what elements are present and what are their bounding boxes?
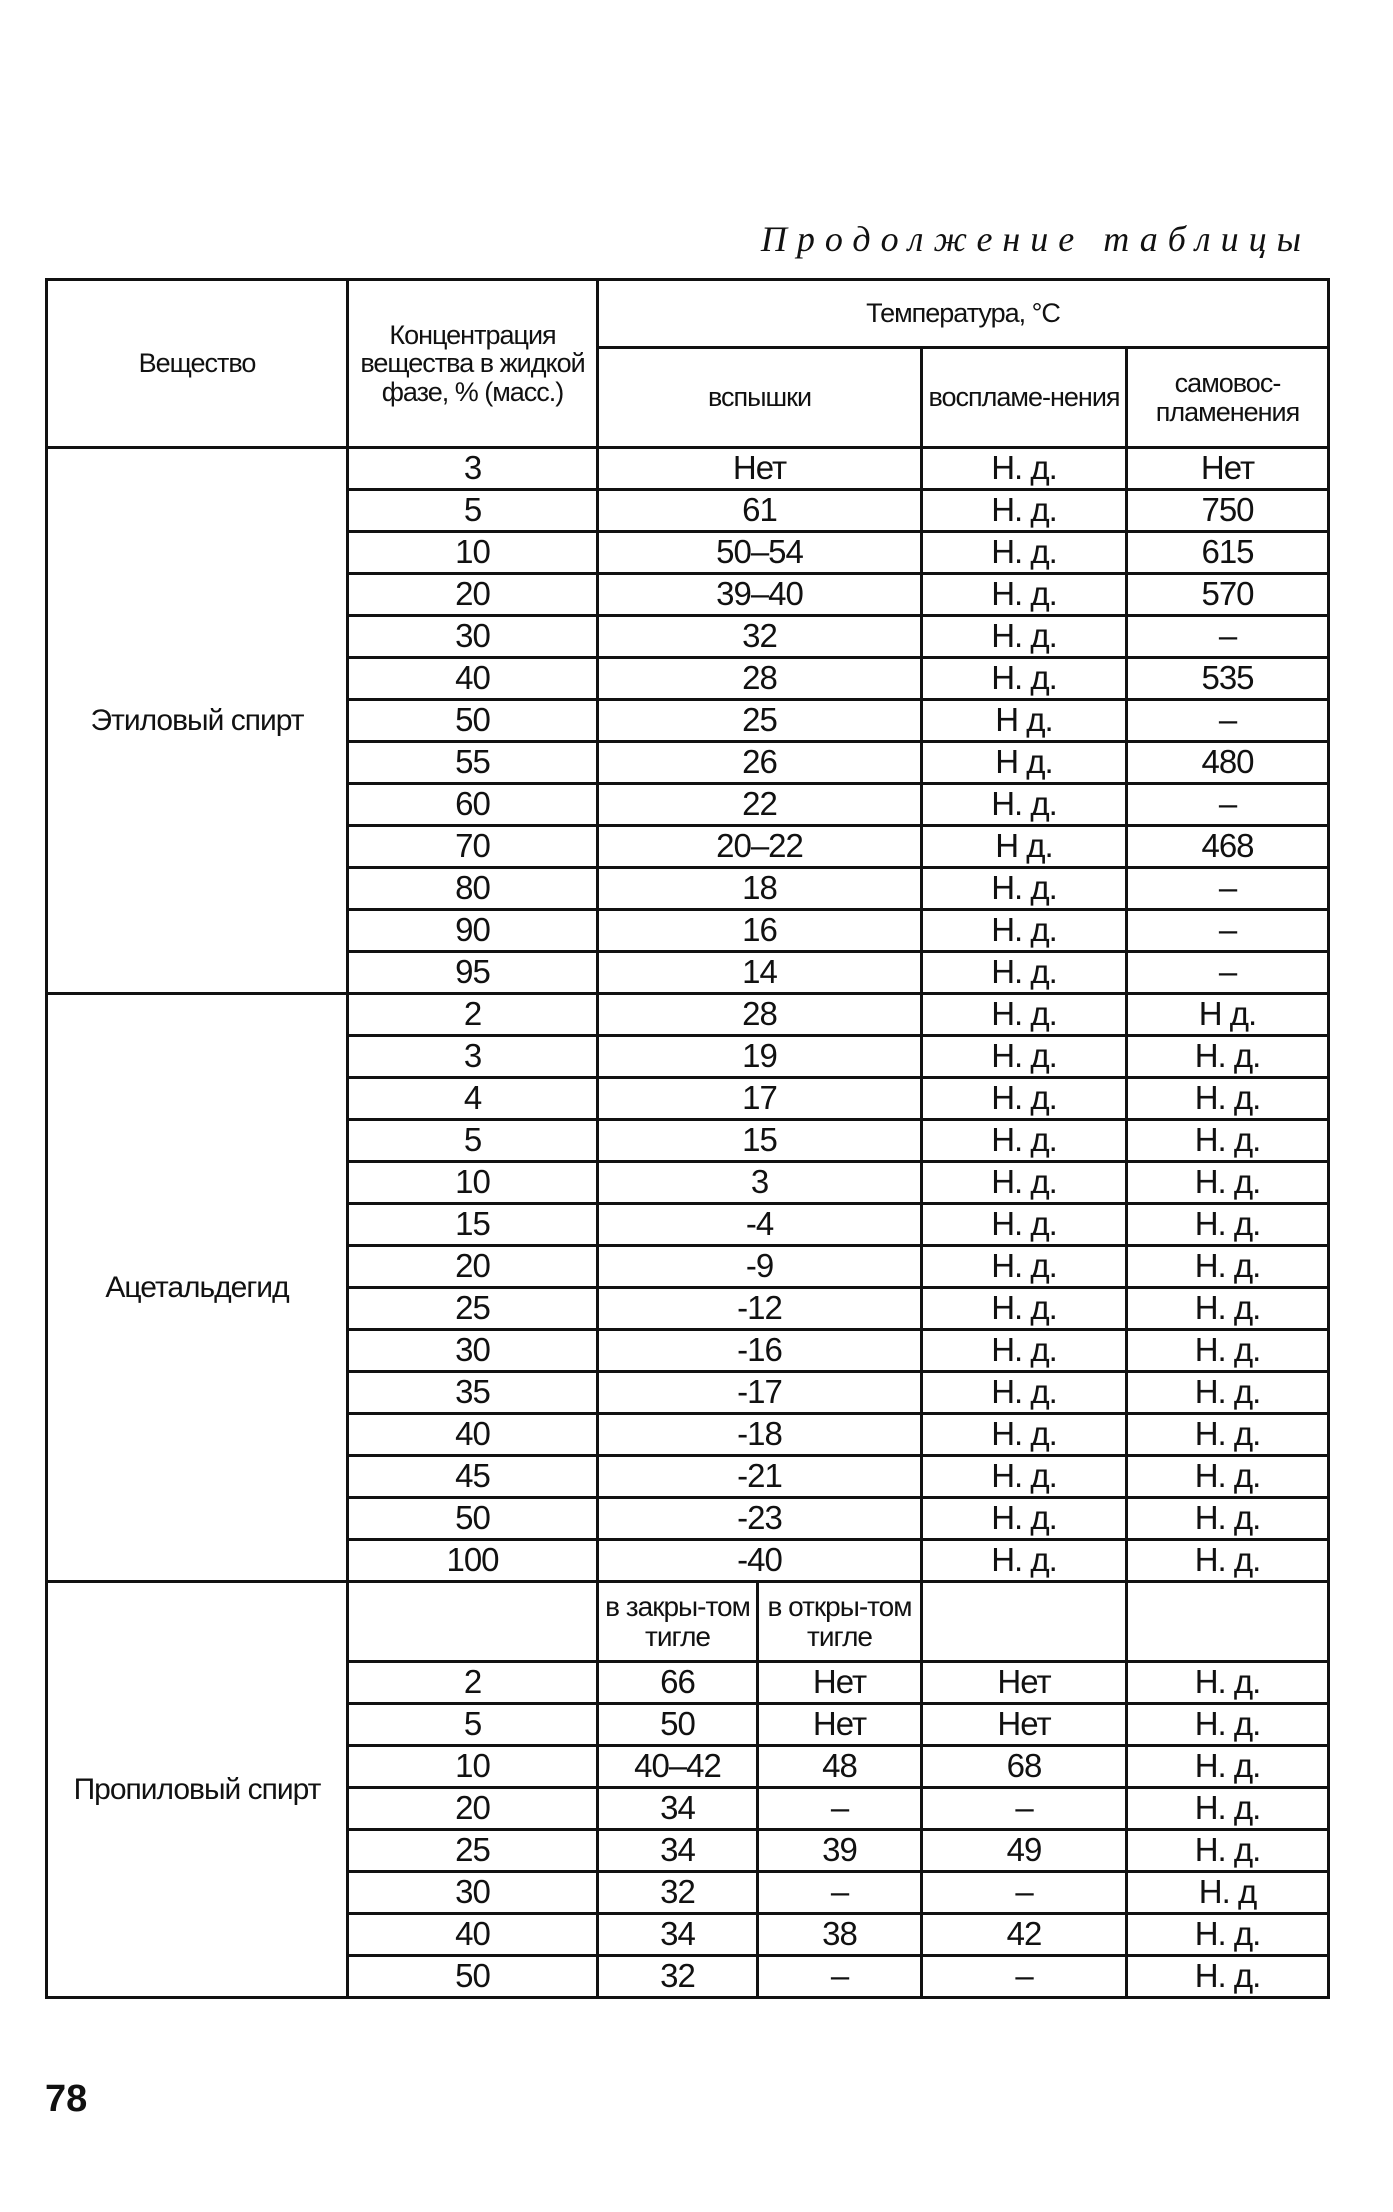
autoignition-cell: – xyxy=(1127,616,1329,658)
ignition-cell: Н. д. xyxy=(922,1540,1127,1582)
autoignition-cell: 535 xyxy=(1127,658,1329,700)
concentration-cell: 5 xyxy=(348,1120,598,1162)
ignition-cell: Н. д. xyxy=(922,1372,1127,1414)
concentration-cell: 80 xyxy=(348,868,598,910)
concentration-cell: 20 xyxy=(348,574,598,616)
flash-closed-cell: 34 xyxy=(598,1914,758,1956)
ignition-cell: 42 xyxy=(922,1914,1127,1956)
concentration-cell: 50 xyxy=(348,700,598,742)
ignition-cell: Н. д. xyxy=(922,1162,1127,1204)
subheader-closed-cup: в закры-том тигле xyxy=(598,1582,758,1662)
ignition-cell: Н. д. xyxy=(922,448,1127,490)
concentration-cell: 20 xyxy=(348,1788,598,1830)
ignition-cell: Н. д. xyxy=(922,952,1127,994)
concentration-cell: 55 xyxy=(348,742,598,784)
ignition-cell: Н. д. xyxy=(922,1036,1127,1078)
ignition-cell: – xyxy=(922,1872,1127,1914)
autoignition-cell: Н. д. xyxy=(1127,1330,1329,1372)
flash-cell: 28 xyxy=(598,658,922,700)
header-autoignition: самовос-пламенения xyxy=(1127,348,1329,448)
header-flash: вспышки xyxy=(598,348,922,448)
substance-name: Ацетальдегид xyxy=(47,994,348,1582)
concentration-cell: 30 xyxy=(348,1330,598,1372)
concentration-cell: 10 xyxy=(348,1162,598,1204)
flash-cell: 50–54 xyxy=(598,532,922,574)
substance-name: Пропиловый спирт xyxy=(47,1582,348,1998)
table-row xyxy=(47,994,1329,1036)
autoignition-cell: 570 xyxy=(1127,574,1329,616)
flash-cell: 28 xyxy=(598,994,922,1036)
autoignition-cell: Н. д. xyxy=(1127,1704,1329,1746)
concentration-cell: 2 xyxy=(348,1662,598,1704)
flash-cell: 25 xyxy=(598,700,922,742)
table-body xyxy=(47,448,1329,1998)
flash-cell: -40 xyxy=(598,1540,922,1582)
ignition-cell: 68 xyxy=(922,1746,1127,1788)
ignition-cell: Н. д. xyxy=(922,574,1127,616)
page-number: 78 xyxy=(45,2078,88,2120)
autoignition-cell: 468 xyxy=(1127,826,1329,868)
ignition-cell: Н. д. xyxy=(922,532,1127,574)
flash-open-cell: 39 xyxy=(758,1830,922,1872)
ignition-cell: Н д. xyxy=(922,826,1127,868)
concentration-cell: 5 xyxy=(348,490,598,532)
header-temperature: Температура, °С xyxy=(598,280,1329,348)
flash-cell: 15 xyxy=(598,1120,922,1162)
flash-cell: 18 xyxy=(598,868,922,910)
substance-name: Этиловый спирт xyxy=(47,448,348,994)
ignition-cell: Н. д. xyxy=(922,1288,1127,1330)
concentration-cell: 40 xyxy=(348,1414,598,1456)
ignition-cell: Н. д. xyxy=(922,1456,1127,1498)
autoignition-cell: – xyxy=(1127,868,1329,910)
flash-closed-cell: 32 xyxy=(598,1956,758,1998)
flash-point-table xyxy=(45,278,1330,1999)
autoignition-cell: Н. д. xyxy=(1127,1246,1329,1288)
ignition-cell: Н д. xyxy=(922,742,1127,784)
ignition-cell: – xyxy=(922,1788,1127,1830)
ignition-cell: Н. д. xyxy=(922,1078,1127,1120)
flash-closed-cell: 34 xyxy=(598,1830,758,1872)
autoignition-cell: Н. д. xyxy=(1127,1914,1329,1956)
flash-closed-cell: 34 xyxy=(598,1788,758,1830)
header-ignition: воспламе-нения xyxy=(922,348,1127,448)
autoignition-cell: Н. д. xyxy=(1127,1162,1329,1204)
flash-open-cell: – xyxy=(758,1956,922,1998)
ignition-cell: Н. д. xyxy=(922,1120,1127,1162)
table-continuation-caption: Продолжение таблицы xyxy=(760,219,1311,259)
concentration-cell: 100 xyxy=(348,1540,598,1582)
flash-cell: 14 xyxy=(598,952,922,994)
autoignition-cell: Н. д. xyxy=(1127,1498,1329,1540)
autoignition-cell: Н. д. xyxy=(1127,1456,1329,1498)
autoignition-cell: Нет xyxy=(1127,448,1329,490)
flash-cell: 17 xyxy=(598,1078,922,1120)
flash-cell: 20–22 xyxy=(598,826,922,868)
ignition-cell: Н. д. xyxy=(922,1204,1127,1246)
flash-cell: 26 xyxy=(598,742,922,784)
autoignition-cell: 480 xyxy=(1127,742,1329,784)
concentration-cell: 25 xyxy=(348,1288,598,1330)
empty-cell xyxy=(922,1582,1127,1662)
concentration-cell: 30 xyxy=(348,1872,598,1914)
concentration-cell: 95 xyxy=(348,952,598,994)
concentration-cell: 3 xyxy=(348,1036,598,1078)
flash-cell: 3 xyxy=(598,1162,922,1204)
concentration-cell: 25 xyxy=(348,1830,598,1872)
autoignition-cell: Н. д. xyxy=(1127,1956,1329,1998)
flash-cell: -9 xyxy=(598,1246,922,1288)
autoignition-cell: – xyxy=(1127,910,1329,952)
flash-open-cell: Нет xyxy=(758,1704,922,1746)
ignition-cell: Н. д. xyxy=(922,658,1127,700)
concentration-cell: 40 xyxy=(348,1914,598,1956)
flash-open-cell: 48 xyxy=(758,1746,922,1788)
autoignition-cell: Н. д. xyxy=(1127,1746,1329,1788)
flash-open-cell: – xyxy=(758,1788,922,1830)
autoignition-cell: Н. д. xyxy=(1127,1830,1329,1872)
ignition-cell: Нет xyxy=(922,1662,1127,1704)
flash-cell: -23 xyxy=(598,1498,922,1540)
flash-closed-cell: 40–42 xyxy=(598,1746,758,1788)
ignition-cell: Н. д. xyxy=(922,616,1127,658)
ignition-cell: Н. д. xyxy=(922,1414,1127,1456)
subheader-open-cup: в откры-том тигле xyxy=(758,1582,922,1662)
autoignition-cell: Н. д. xyxy=(1127,1078,1329,1120)
ignition-cell: Н д. xyxy=(922,700,1127,742)
autoignition-cell: – xyxy=(1127,784,1329,826)
concentration-cell: 2 xyxy=(348,994,598,1036)
subheader-row xyxy=(47,1582,1329,1662)
flash-cell: -18 xyxy=(598,1414,922,1456)
flash-open-cell: Нет xyxy=(758,1662,922,1704)
ignition-cell: Н. д. xyxy=(922,490,1127,532)
concentration-cell: 10 xyxy=(348,532,598,574)
ignition-cell: Нет xyxy=(922,1704,1127,1746)
autoignition-cell: Н. д. xyxy=(1127,1204,1329,1246)
flash-cell: Нет xyxy=(598,448,922,490)
flash-cell: 32 xyxy=(598,616,922,658)
flash-closed-cell: 32 xyxy=(598,1872,758,1914)
concentration-cell: 15 xyxy=(348,1204,598,1246)
table-row xyxy=(47,448,1329,490)
concentration-cell: 5 xyxy=(348,1704,598,1746)
autoignition-cell: – xyxy=(1127,952,1329,994)
flash-open-cell: – xyxy=(758,1872,922,1914)
flash-cell: -21 xyxy=(598,1456,922,1498)
autoignition-cell: Н. д. xyxy=(1127,1540,1329,1582)
autoignition-cell: Н. д. xyxy=(1127,1036,1329,1078)
autoignition-cell: 750 xyxy=(1127,490,1329,532)
concentration-cell: 40 xyxy=(348,658,598,700)
flash-cell: 19 xyxy=(598,1036,922,1078)
autoignition-cell: Н д. xyxy=(1127,994,1329,1036)
flash-cell: 22 xyxy=(598,784,922,826)
autoignition-cell: Н. д. xyxy=(1127,1662,1329,1704)
autoignition-cell: Н. д. xyxy=(1127,1288,1329,1330)
concentration-cell: 10 xyxy=(348,1746,598,1788)
autoignition-cell: Н. д. xyxy=(1127,1788,1329,1830)
flash-cell: 16 xyxy=(598,910,922,952)
flash-cell: 61 xyxy=(598,490,922,532)
empty-cell xyxy=(1127,1582,1329,1662)
concentration-cell: 70 xyxy=(348,826,598,868)
autoignition-cell: – xyxy=(1127,700,1329,742)
autoignition-cell: Н. д. xyxy=(1127,1372,1329,1414)
concentration-cell: 30 xyxy=(348,616,598,658)
ignition-cell: Н. д. xyxy=(922,1498,1127,1540)
flash-cell: -16 xyxy=(598,1330,922,1372)
ignition-cell: Н. д. xyxy=(922,994,1127,1036)
ignition-cell: 49 xyxy=(922,1830,1127,1872)
concentration-cell: 35 xyxy=(348,1372,598,1414)
flash-closed-cell: 50 xyxy=(598,1704,758,1746)
concentration-cell: 3 xyxy=(348,448,598,490)
ignition-cell: – xyxy=(922,1956,1127,1998)
concentration-cell: 20 xyxy=(348,1246,598,1288)
flash-cell: 39–40 xyxy=(598,574,922,616)
concentration-cell: 45 xyxy=(348,1456,598,1498)
flash-cell: -12 xyxy=(598,1288,922,1330)
concentration-cell: 4 xyxy=(348,1078,598,1120)
flash-cell: -17 xyxy=(598,1372,922,1414)
concentration-cell: 90 xyxy=(348,910,598,952)
ignition-cell: Н. д. xyxy=(922,1330,1127,1372)
table-header xyxy=(47,280,1329,448)
header-substance: Вещество xyxy=(47,280,348,448)
autoignition-cell: Н. д. xyxy=(1127,1414,1329,1456)
autoignition-cell: Н. д xyxy=(1127,1872,1329,1914)
flash-closed-cell: 66 xyxy=(598,1662,758,1704)
autoignition-cell: Н. д. xyxy=(1127,1120,1329,1162)
empty-cell xyxy=(348,1582,598,1662)
ignition-cell: Н. д. xyxy=(922,1246,1127,1288)
flash-cell: -4 xyxy=(598,1204,922,1246)
flash-open-cell: 38 xyxy=(758,1914,922,1956)
concentration-cell: 50 xyxy=(348,1498,598,1540)
ignition-cell: Н. д. xyxy=(922,868,1127,910)
autoignition-cell: 615 xyxy=(1127,532,1329,574)
header-concentration: Концентрация вещества в жидкой фазе, % (масс.) xyxy=(348,280,598,448)
concentration-cell: 60 xyxy=(348,784,598,826)
ignition-cell: Н. д. xyxy=(922,910,1127,952)
concentration-cell: 50 xyxy=(348,1956,598,1998)
ignition-cell: Н. д. xyxy=(922,784,1127,826)
